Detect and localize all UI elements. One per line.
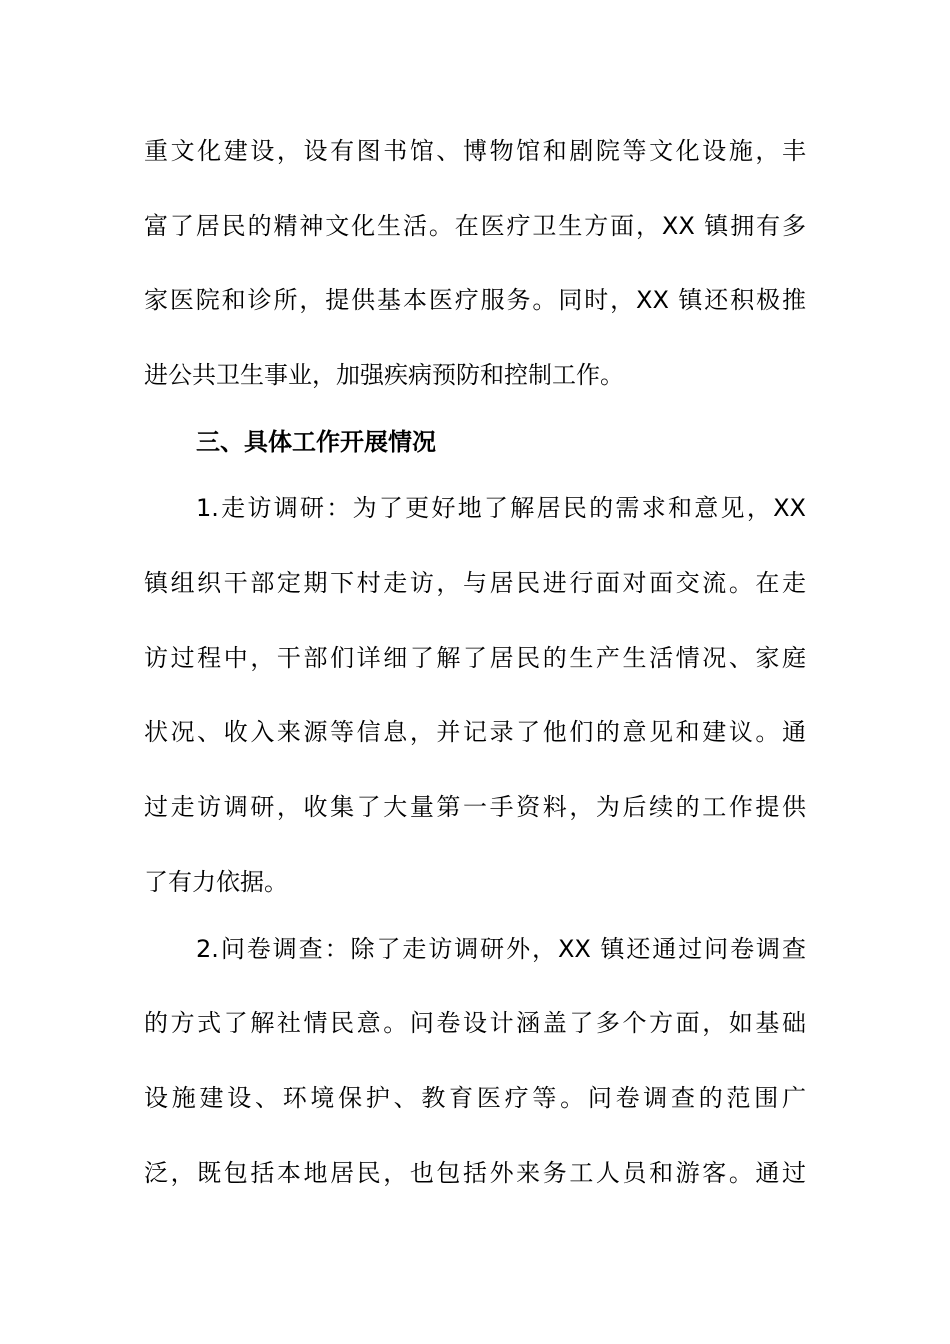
paragraph-line: 泛，既包括本地居民，也包括外来务工人员和游客。通过 xyxy=(144,1159,806,1187)
paragraph-line: 设施建设、环境保护、教育医疗等。问卷调查的范围广 xyxy=(144,1084,806,1112)
paragraph-line: 镇组织干部定期下村走访，与居民进行面对面交流。在走 xyxy=(144,569,806,597)
paragraph-line: 的方式了解社情民意。问卷设计涵盖了多个方面，如基础 xyxy=(144,1009,806,1037)
paragraph-line: 了有力依据。 xyxy=(144,868,288,896)
paragraph-line: 访过程中，干部们详细了解了居民的生产生活情况、家庭 xyxy=(144,644,806,672)
paragraph-line: 2.问卷调查：除了走访调研外，XX 镇还通过问卷调查 xyxy=(196,935,806,963)
paragraph-line: 家医院和诊所，提供基本医疗服务。同时，XX 镇还积极推 xyxy=(144,286,806,314)
paragraph-line: 状况、收入来源等信息，并记录了他们的意见和建议。通 xyxy=(144,718,806,746)
paragraph-line: 重文化建设，设有图书馆、博物馆和剧院等文化设施，丰 xyxy=(144,137,806,165)
section-heading: 三、具体工作开展情况 xyxy=(196,428,436,456)
paragraph-line: 富了居民的精神文化生活。在医疗卫生方面，XX 镇拥有多 xyxy=(144,212,806,240)
paragraph-line: 进公共卫生事业，加强疾病预防和控制工作。 xyxy=(144,361,624,389)
paragraph-line: 过走访调研，收集了大量第一手资料，为后续的工作提供 xyxy=(144,793,806,821)
paragraph-line: 1.走访调研：为了更好地了解居民的需求和意见，XX xyxy=(196,494,806,522)
